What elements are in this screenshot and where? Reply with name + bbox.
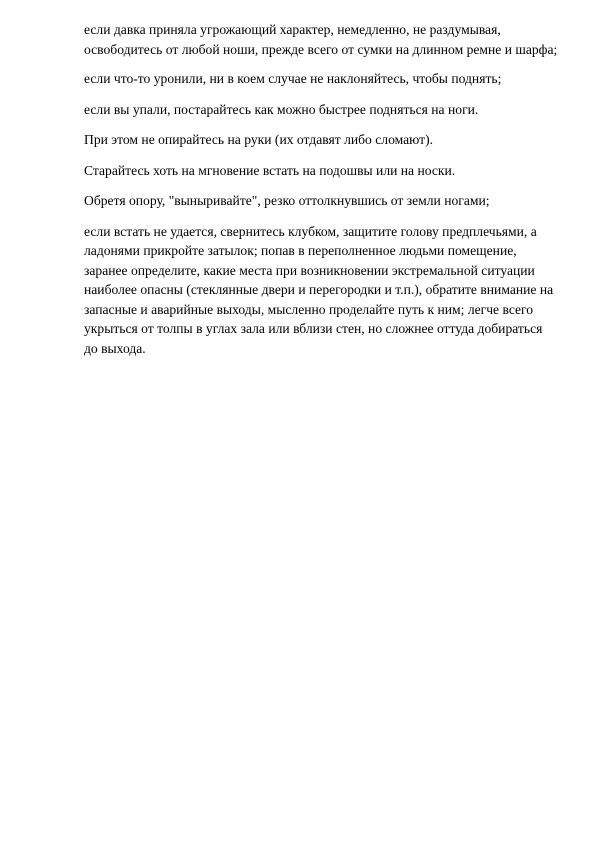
paragraph-7: если встать не удается, свернитесь клубком, защитите голову предплечьями, а ладонями прикройте затылок; попав в переполненное людьми помещение, заранее определите, какие места при возникновении экстремальной ситуации наиболее опасны (стеклянные двери и перегородки и т.п.), обратите внимание на запасные и аварийные выходы, мысленно проделайте путь к ним; легче всего укрыться от толпы в углах зала или вблизи стен, но сложнее оттуда добираться до выхода. bbox=[84, 223, 554, 356]
paragraph-6: Обретя опору, "выныривайте", резко оттолкнувшись от земли ногами; bbox=[84, 193, 490, 208]
paragraph-3: если вы упали, постарайтесь как можно быстрее подняться на ноги. bbox=[84, 101, 479, 117]
paragraph-4: При этом не опирайтесь на руки (их отдавят либо сломают). bbox=[84, 132, 433, 147]
paragraph-2: если что-то уронили, ни в коем случае не наклоняйтесь, чтобы поднять; bbox=[84, 71, 502, 86]
paragraph-1: если давка приняла угрожающий характер, немедленно, не раздумывая, освободитесь от любой ноши, прежде всего от сумки на длинном ремне и шарфа; bbox=[84, 22, 558, 57]
paragraph-5: Старайтесь хоть на мгновение встать на подошвы или на носки. bbox=[84, 162, 456, 178]
